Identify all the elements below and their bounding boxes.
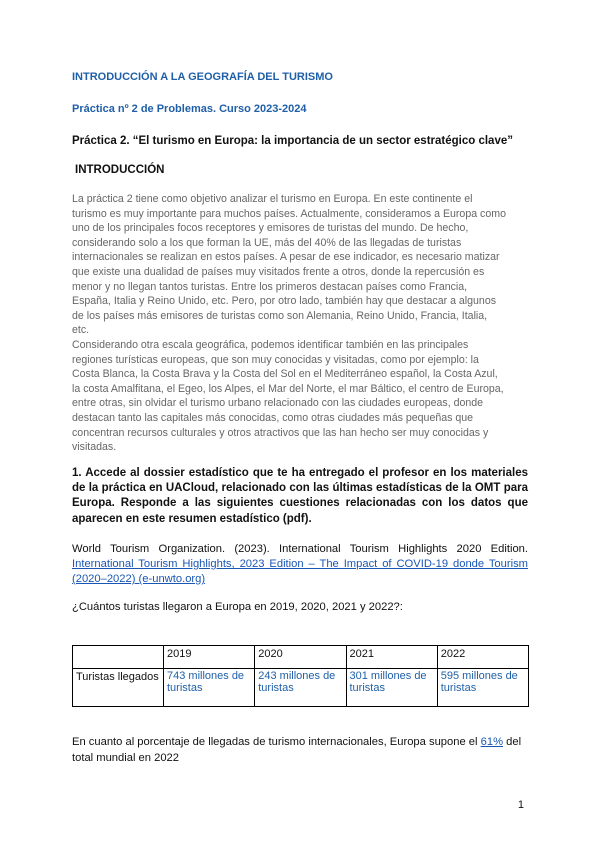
tourist-arrivals-table	[72, 645, 529, 707]
practice-line: Práctica nº 2 de Problemas. Curso 2023-2024	[72, 103, 307, 115]
closing-before: En cuanto al porcentaje de llegadas de turismo internacionales, Europa supone el	[72, 736, 481, 748]
reference-prefix: World Tourism Organization. (2023). International Tourism Highlights 2020 Edition.	[72, 543, 528, 555]
intro-line: la costa Amalfitana, el Egeo, los Alpes, el Mar del Norte, el mar Báltico, el centro de Europa,	[72, 382, 504, 395]
course-title: INTRODUCCIÓN A LA GEOGRAFÍA DEL TURISMO	[72, 71, 333, 83]
table-row	[73, 669, 529, 707]
intro-body	[72, 192, 528, 455]
table-row-label: Turistas llegados	[73, 669, 164, 707]
intro-line: concentran recursos culturales y otros atractivos que las han hecho ser muy conocidas y	[72, 426, 489, 439]
question-text: ¿Cuántos turistas llegaron a Europa en 2019, 2020, 2021 y 2022?:	[72, 601, 403, 613]
table-year-2021: 2021	[346, 646, 437, 669]
closing-statement	[72, 734, 528, 766]
intro-line: etc.	[72, 324, 90, 337]
task-1-instructions: 1. Accede al dossier estadístico que te ha entregado el profesor en los materiales de la práctica en UACloud, relacionado con las últimas estadísticas de la OMT para Europa. Responde a las siguientes cuestiones relacionadas con los datos que aparecen en este resumen estadístico (pdf).	[72, 467, 528, 525]
intro-heading: INTRODUCCIÓN	[75, 164, 165, 176]
intro-line: considerando solo a los que forman la UE, más del 40% de las llegadas de turistas	[72, 236, 462, 249]
table-value-2022: 595 millones de turistas	[437, 669, 528, 707]
reference-link[interactable]: International Tourism Highlights, 2023 Edition – The Impact of COVID-19 donde Tourism (2020–2022) (e-unwto.org)	[72, 558, 528, 585]
table-value-2021: 301 millones de turistas	[346, 669, 437, 707]
intro-line: internacionales se realizan en estos países. A pesar de ese indicador, es necesario matizar	[72, 251, 500, 264]
table-header-row	[73, 646, 529, 669]
intro-line: que existe una dualidad de países muy visitados frente a otros, donde la repercusión es	[72, 265, 485, 278]
intro-line: regiones turísticas europeas, que son muy conocidas y visitadas, como por ejemplo: la	[72, 353, 479, 366]
intro-line: Costa Blanca, la Costa Brava y la Costa del Sol en el Mediterráneo español, la Costa Azul,	[72, 368, 498, 381]
intro-line: Considerando otra escala geográfica, podemos identificar también en las principales	[72, 338, 469, 351]
intro-line: La práctica 2 tiene como objetivo analizar el turismo en Europa. En este continente el	[72, 193, 473, 205]
intro-line: menor y no llegan tantos turistas. Entre los primeros destacan países como Francia,	[72, 280, 468, 293]
closing-after: del total mundial en 2022	[72, 736, 522, 764]
table-value-2019: 743 millones de turistas	[164, 669, 255, 707]
intro-line: de los países más emisores de turistas como son Alemania, Reino Unido, Francia, Italia,	[72, 309, 488, 322]
table-year-2020: 2020	[255, 646, 346, 669]
table-year-2022: 2022	[437, 646, 528, 669]
page-number: 1	[517, 799, 524, 811]
intro-line: visitadas.	[72, 441, 117, 454]
practice-title: Práctica 2. “El turismo en Europa: la importancia de un sector estratégico clave”	[72, 135, 513, 147]
intro-line: turismo es muy importante para muchos países. Actualmente, consideramos a Europa como	[72, 207, 506, 220]
intro-line: España, Italia y Reino Unido, etc. Pero, por otro lado, también hay que destacar a algunos	[72, 295, 497, 308]
table-corner-cell	[73, 646, 164, 669]
intro-line: uno de los principales focos receptores y emisores de turistas del mundo. De hecho,	[72, 222, 469, 235]
intro-line: entre otras, sin olvidar el turismo urbano relacionado con las ciudades europeas, donde	[72, 397, 484, 410]
reference-citation	[72, 542, 528, 587]
table-value-2020: 243 millones de turistas	[255, 669, 346, 707]
percentage-link[interactable]: 61%	[480, 736, 504, 748]
intro-line: destacan tanto las capitales más conocidas, como otras ciudades más pequeñas que	[72, 411, 474, 424]
table-year-2019: 2019	[164, 646, 255, 669]
